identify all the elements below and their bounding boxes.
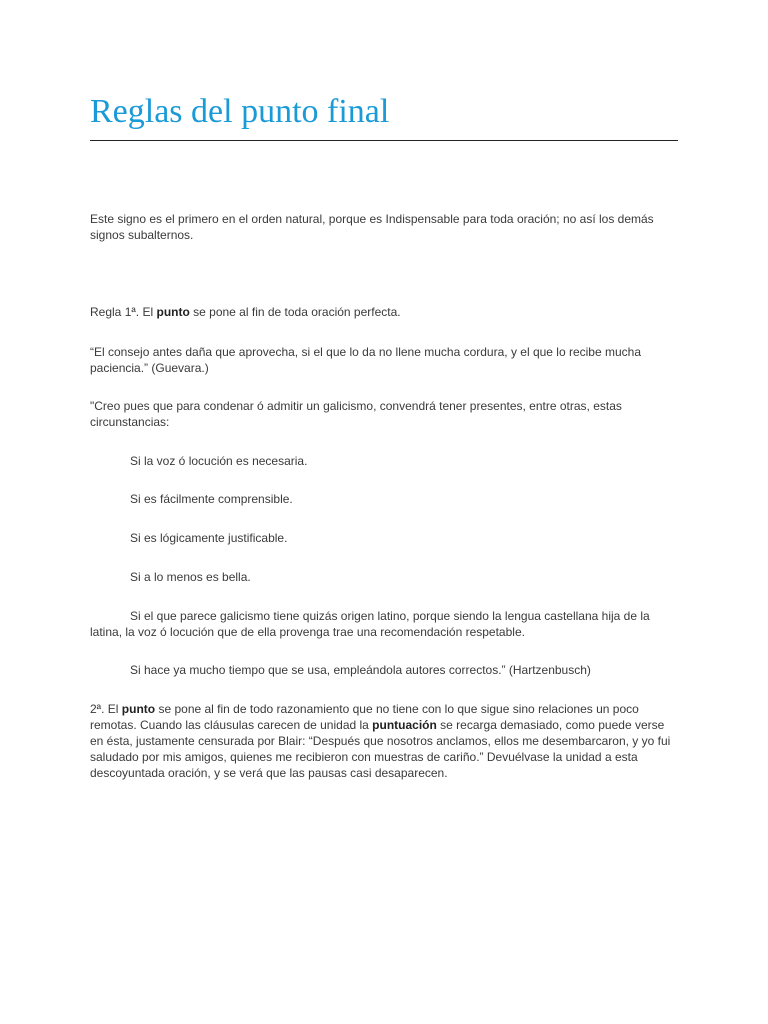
rule-2-bold-term: punto	[121, 702, 156, 716]
list-item: Si el que parece galicismo tiene quizás origen latino, porque siendo la lengua castellana hija de la latina, la voz ó locución que de ella provenga trae una recomendación respetable.	[90, 609, 650, 639]
list-item: Si es fácilmente comprensible.	[130, 492, 293, 506]
rule-2-part-3: se recarga demasiado, como puede verse en ésta, justamente censurada por Blair: “Después que nosotros anclamos, ellos me desembarcaron, y yo fui saludado por mis amigos, quienes me recibieron con muestras de cariño.” Devuélvase la unidad a esta descoyuntada oración, y se verá que las pausas casi desaparecen.	[90, 718, 671, 780]
rule-1-prefix: Regla 1ª. El	[90, 305, 157, 319]
list-item: Si a lo menos es bella.	[130, 570, 251, 584]
page-title: Reglas del punto final	[90, 93, 390, 130]
list-item: Si hace ya mucho tiempo que se usa, empleándola autores correctos.” (Hartzenbusch)	[130, 663, 591, 677]
rule-1-suffix: se pone al fin de toda oración perfecta.	[189, 305, 401, 319]
rule-2-part-2: se pone al fin de todo razonamiento que no tiene con lo que sigue sino relaciones un poco remotas. Cuando las cláusulas carecen de unidad la	[90, 702, 639, 732]
rule-1-bold-term: punto	[156, 305, 190, 319]
rule-1-paragraph	[90, 304, 680, 320]
quote-galicismo: "Creo pues que para condenar ó admitir un galicismo, convendrá tener presentes, entre otras, estas circunstancias:	[90, 399, 622, 429]
rule-2-part-1: 2ª. El	[90, 702, 122, 716]
rule-2-paragraph	[90, 701, 680, 781]
list-item: Si la voz ó locución es necesaria.	[130, 454, 308, 468]
list-item: Si es lógicamente justificable.	[130, 531, 288, 545]
title-divider	[90, 140, 678, 141]
quote-guevara: “El consejo antes daña que aprovecha, si el que lo da no llene mucha cordura, y el que lo recibe mucha paciencia.” (Guevara.)	[90, 345, 642, 375]
intro-paragraph: Este signo es el primero en el orden natural, porque es Indispensable para toda oración; no así los demás signos subalternos.	[90, 212, 654, 242]
rule-2-bold-term: puntuación	[372, 718, 437, 732]
